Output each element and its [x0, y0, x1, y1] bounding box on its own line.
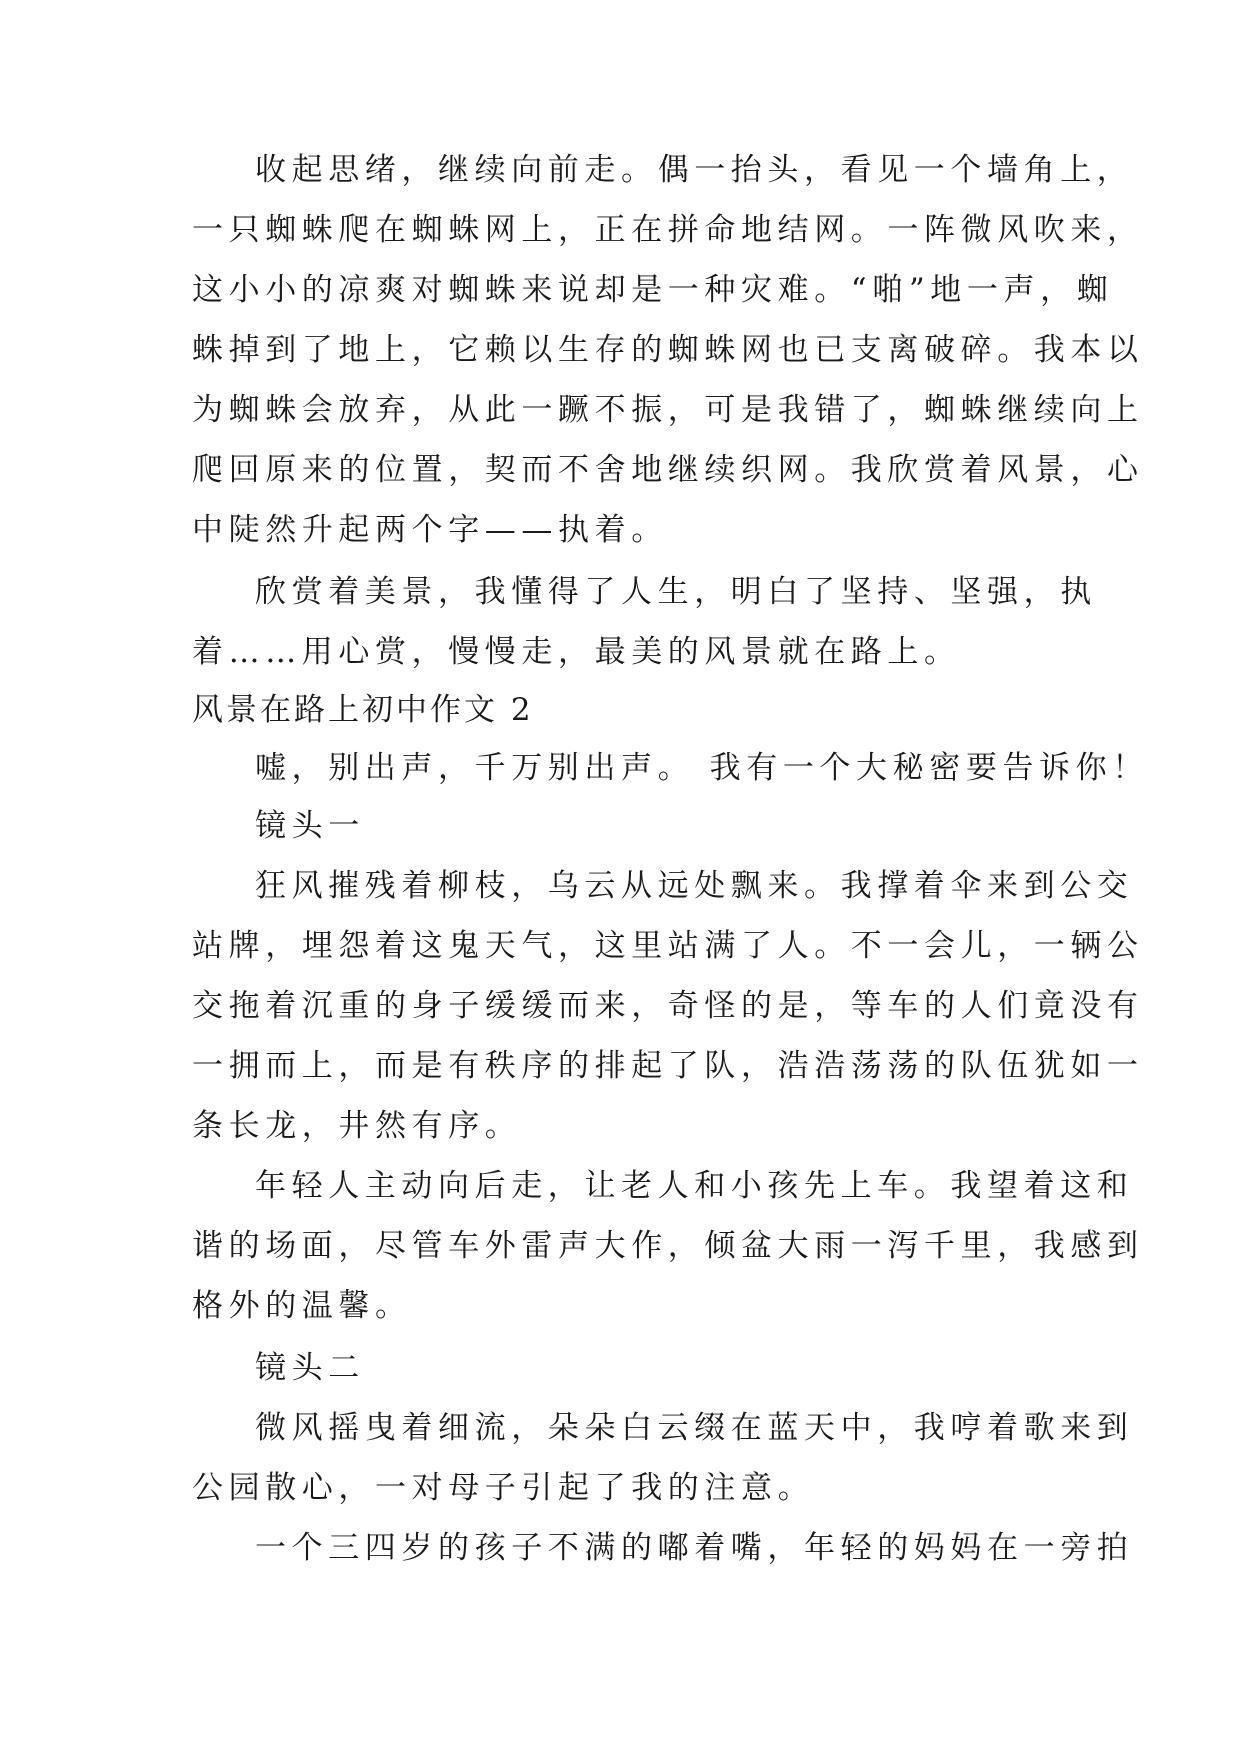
paragraph-line: 一个三四岁的孩子不满的嘟着嘴，年轻的妈妈在一旁拍	[255, 1530, 1134, 1566]
paragraph-line: 中陡然升起两个字——执着。	[192, 512, 668, 548]
paragraph-line: 蛛掉到了地上，它赖以生存的蜘蛛网也已支离破碎。我本以	[192, 332, 1144, 368]
paragraph-line: 收起思绪，继续向前走。偶一抬头，看见一个墙角上，	[255, 152, 1134, 188]
paragraph-line: 着……用心赏，慢慢走，最美的风景就在路上。	[192, 634, 961, 670]
paragraph-line: 爬回原来的位置，契而不舍地继续织网。我欣赏着风景，心	[192, 452, 1144, 488]
paragraph-line: 站牌，埋怨着这鬼天气，这里站满了人。不一会儿，一辆公	[192, 928, 1144, 964]
paragraph-line: 嘘，别出声，千万别出声。 我有一个大秘密要告诉你！	[255, 750, 1149, 786]
paragraph-line: 一拥而上，而是有秩序的排起了队，浩浩荡荡的队伍犹如一	[192, 1048, 1144, 1084]
paragraph-line: 欣赏着美景，我懂得了人生，明白了坚持、坚强，执	[255, 574, 1097, 610]
paragraph-line: 狂风摧残着柳枝，乌云从远处飘来。我撑着伞来到公交	[255, 868, 1134, 904]
paragraph-line: 格外的温馨。	[192, 1288, 412, 1324]
paragraph-line: 年轻人主动向后走，让老人和小孩先上车。我望着这和	[255, 1168, 1134, 1204]
paragraph-line: 条长龙，井然有序。	[192, 1108, 522, 1144]
subheading-line: 镜头一	[255, 808, 365, 844]
paragraph-line: 一只蜘蛛爬在蜘蛛网上，正在拼命地结网。一阵微风吹来，	[192, 212, 1144, 248]
subheading-line: 镜头二	[255, 1350, 365, 1386]
paragraph-line: 这小小的凉爽对蜘蛛来说却是一种灾难。“啪”地一声，蜘	[192, 272, 1114, 308]
paragraph-line: 谐的场面，尽管车外雷声大作，倾盆大雨一泻千里，我感到	[192, 1228, 1144, 1264]
paragraph-line: 交拖着沉重的身子缓缓而来，奇怪的是，等车的人们竟没有	[192, 988, 1144, 1024]
paragraph-line: 为蜘蛛会放弃，从此一蹶不振，可是我错了，蜘蛛继续向上	[192, 392, 1144, 428]
paragraph-line: 公园散心，一对母子引起了我的注意。	[192, 1470, 815, 1506]
section-heading: 风景在路上初中作文 2	[192, 692, 534, 728]
paragraph-line: 微风摇曳着细流，朵朵白云缀在蓝天中，我哼着歌来到	[255, 1410, 1134, 1446]
